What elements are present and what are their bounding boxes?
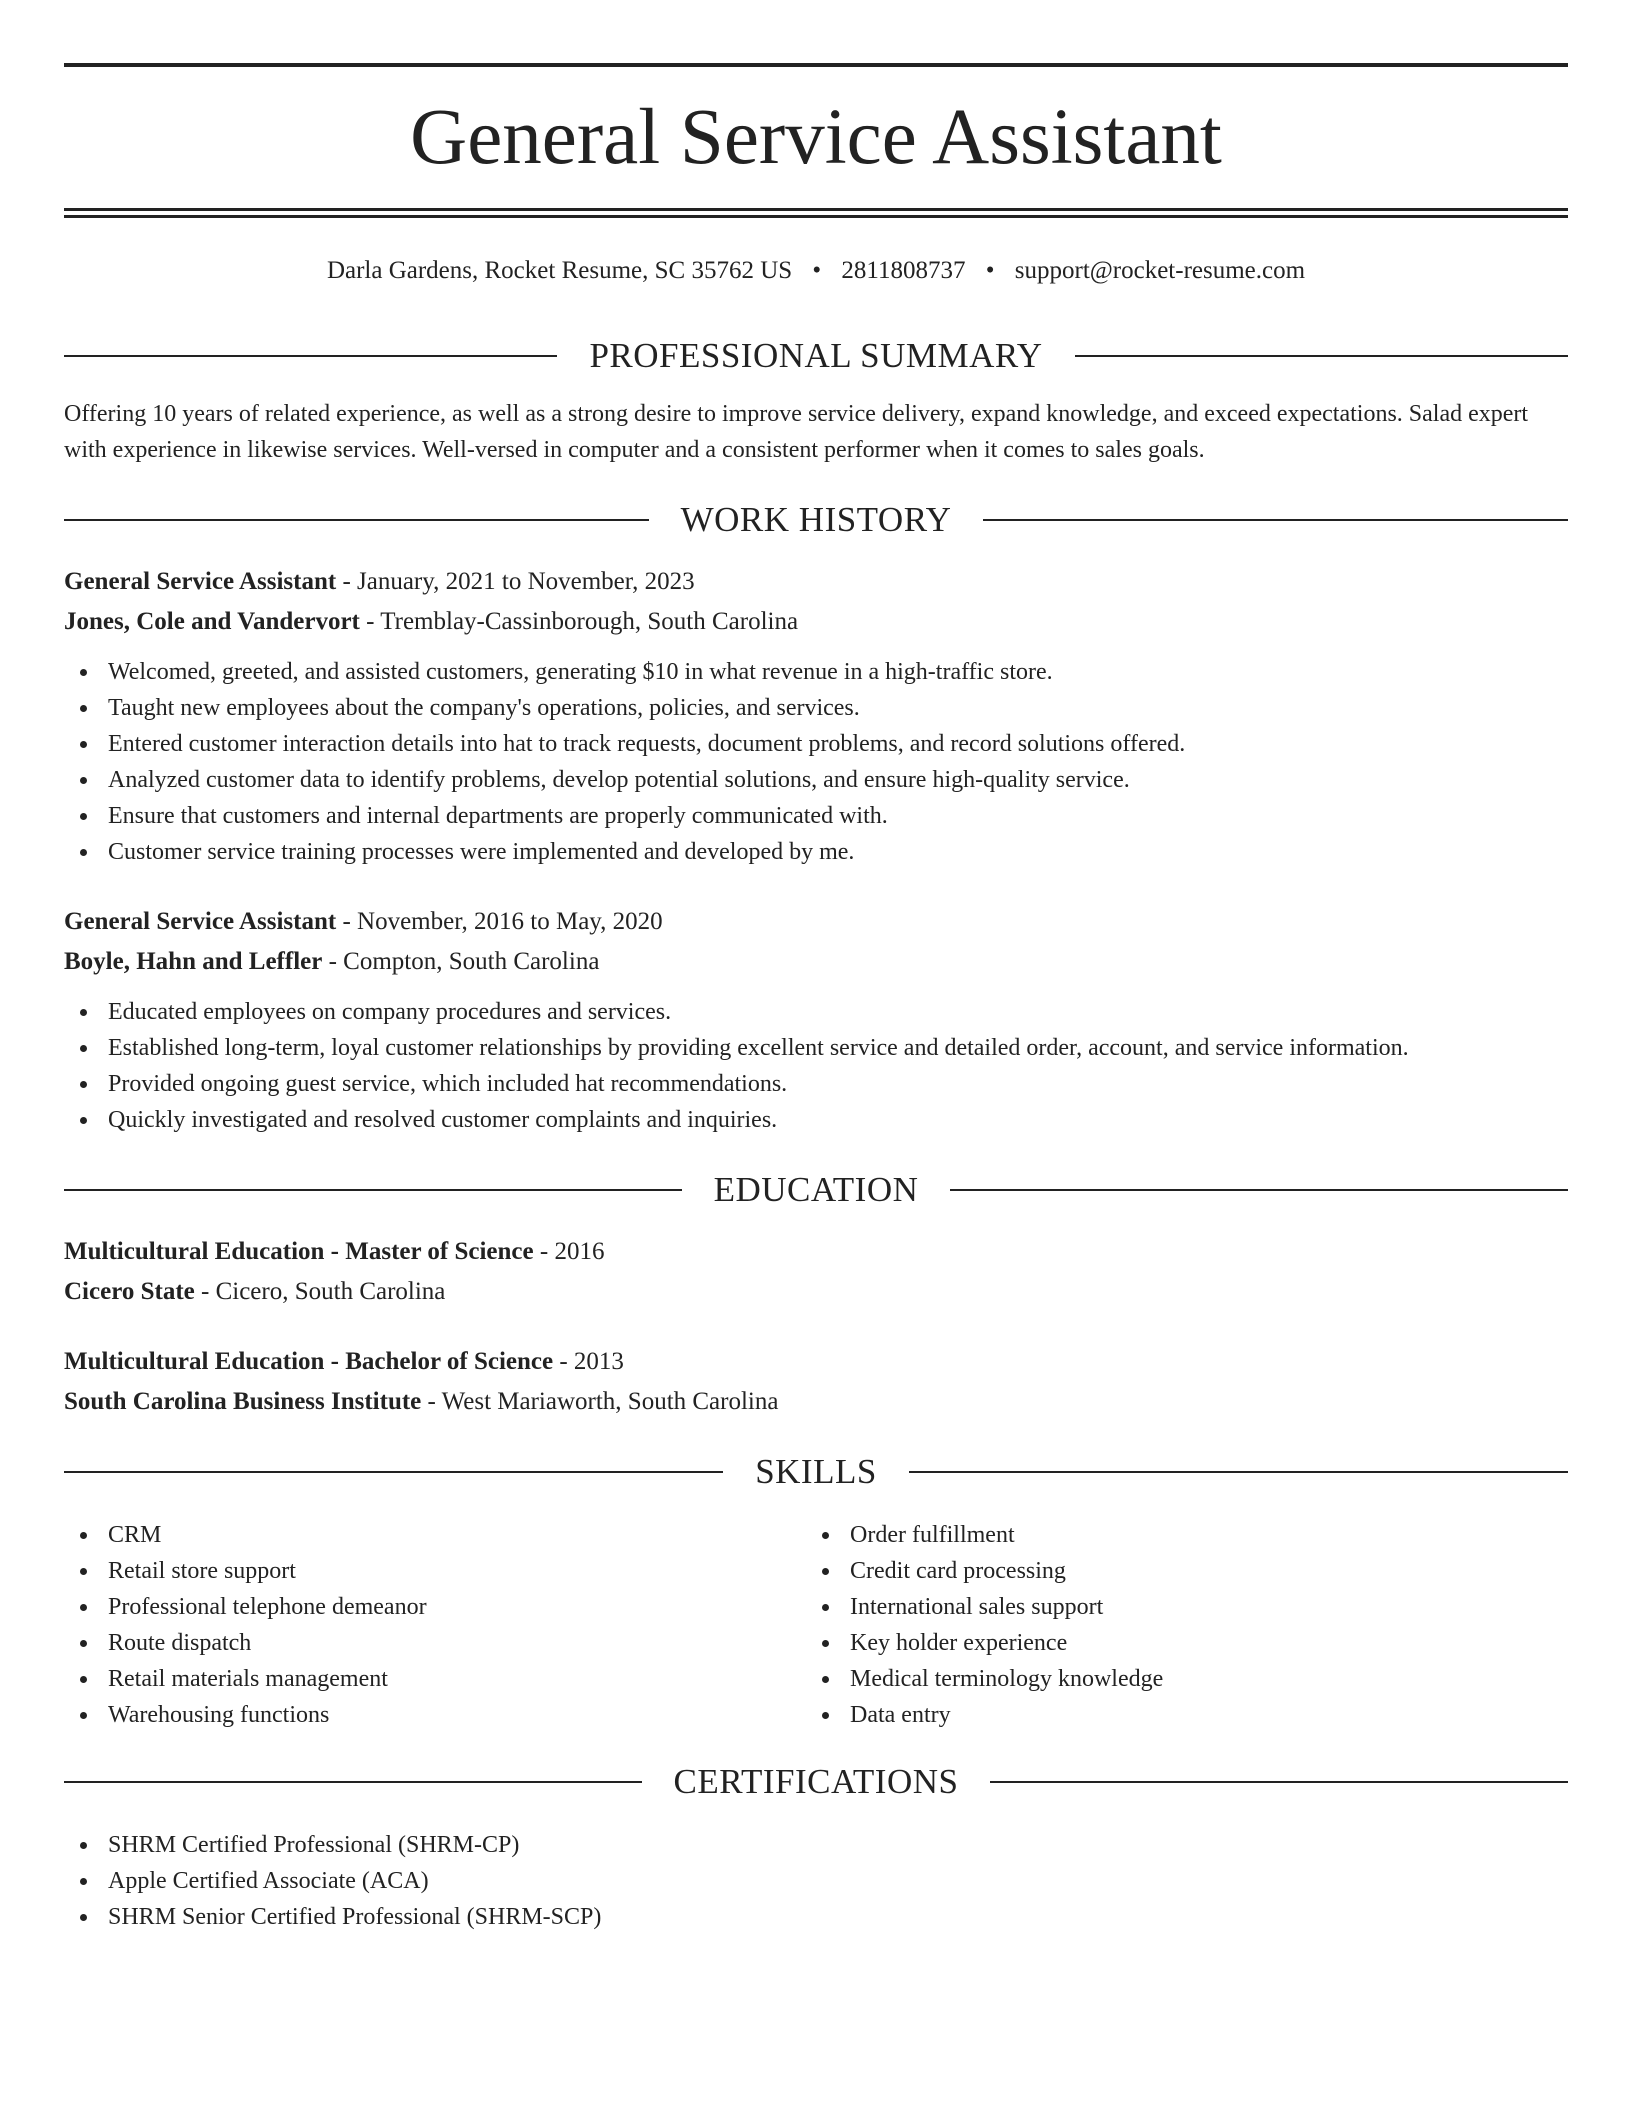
job-company: Jones, Cole and Vandervort [64,608,360,635]
list-item: Ensure that customers and internal departments are properly communicated with. [64,798,1568,834]
school-line [64,1272,1568,1312]
certifications-block [64,1827,1568,1935]
list-item: Key holder experience [806,1625,1548,1661]
list-item: Taught new employees about the company's operations, policies, and services. [64,690,1568,726]
job-location: - Compton, South Carolina [322,948,600,975]
list-item: Warehousing functions [64,1697,806,1733]
school: South Carolina Business Institute [64,1388,422,1415]
section-title: CERTIFICATIONS [673,1762,959,1801]
degree: Multicultural Education - Bachelor of Science [64,1348,554,1375]
job-entry [64,902,1568,1138]
contact-email: support@rocket-resume.com [1014,257,1306,284]
school-location: - West Mariaworth, South Carolina [421,1388,779,1415]
section-heading-education [64,1168,1568,1212]
job-dates: - January, 2021 to November, 2023 [336,568,695,595]
title-rule-upper [64,208,1568,211]
job-title: General Service Assistant [64,908,337,935]
job-title-line [64,562,1568,602]
heading-rule [950,1189,1568,1191]
list-item: Credit card processing [806,1553,1548,1589]
list-item: Order fulfillment [806,1517,1548,1553]
degree-year: - 2013 [553,1348,624,1375]
education-entry [64,1232,1568,1312]
job-location: - Tremblay-Cassinborough, South Carolina [359,608,799,635]
skills-column-right [806,1517,1548,1733]
job-bullets [64,994,1568,1138]
skills-grid [64,1517,1568,1733]
list-item: Apple Certified Associate (ACA) [64,1863,1568,1899]
section-heading-summary [64,334,1568,378]
section-title: WORK HISTORY [680,500,952,539]
summary-text: Offering 10 years of related experience, as well as a strong desire to improve service delivery, expand knowledge, and exceed expectations. Salad expert with experience in likewise services. Well-versed in computer and a consistent performer when it comes to sales goals. [64,401,1529,463]
education-entry [64,1342,1568,1422]
certifications-list [64,1827,1568,1935]
list-item: CRM [64,1517,806,1553]
heading-rule [1075,355,1568,357]
summary-block [64,396,1568,468]
job-title: General Service Assistant [64,568,337,595]
list-item: International sales support [806,1589,1548,1625]
heading-rule [983,519,1568,521]
job-company: Boyle, Hahn and Leffler [64,948,323,975]
list-item: Retail materials management [64,1661,806,1697]
list-item: Analyzed customer data to identify problems, develop potential solutions, and ensure high-quality service. [64,762,1568,798]
list-item: Quickly investigated and resolved customer complaints and inquiries. [64,1102,1568,1138]
contact-separator: • [985,257,995,284]
school-line [64,1382,1568,1422]
job-title-line [64,902,1568,942]
heading-rule [64,1781,642,1783]
heading-rule [909,1471,1568,1473]
job-dates: - November, 2016 to May, 2020 [336,908,663,935]
top-rule [64,63,1568,67]
contact-line [64,253,1568,289]
degree-year: - 2016 [533,1238,605,1265]
contact-separator: • [812,257,822,284]
list-item: Data entry [806,1697,1548,1733]
degree-line [64,1232,1568,1272]
heading-rule [64,519,649,521]
heading-rule [64,355,557,357]
section-heading-work [64,498,1568,542]
degree: Multicultural Education - Master of Science [64,1238,534,1265]
section-title: EDUCATION [713,1170,919,1209]
resume-title: General Service Assistant [410,94,1222,181]
list-item: Educated employees on company procedures and services. [64,994,1568,1030]
section-heading-skills [64,1450,1568,1494]
job-entry [64,562,1568,870]
section-heading-certifications [64,1760,1568,1804]
list-item: Entered customer interaction details into hat to track requests, document problems, and record solutions offered. [64,726,1568,762]
list-item: Established long-term, loyal customer relationships by providing excellent service and detailed order, account, and service information. [64,1030,1568,1066]
school: Cicero State [64,1278,195,1305]
school-location: - Cicero, South Carolina [194,1278,446,1305]
section-title: PROFESSIONAL SUMMARY [589,336,1043,375]
list-item: Welcomed, greeted, and assisted customers, generating $10 in what revenue in a high-traffic store. [64,654,1568,690]
list-item: Professional telephone demeanor [64,1589,806,1625]
heading-rule [64,1189,682,1191]
job-company-line [64,602,1568,642]
job-bullets [64,654,1568,870]
list-item: Customer service training processes were implemented and developed by me. [64,834,1568,870]
degree-line [64,1342,1568,1382]
contact-address: Darla Gardens, Rocket Resume, SC 35762 US [326,257,793,284]
contact-phone: 2811808737 [841,257,966,284]
section-title: SKILLS [755,1452,877,1491]
list-item: Medical terminology knowledge [806,1661,1548,1697]
skills-column-left [64,1517,806,1733]
list-item: SHRM Senior Certified Professional (SHRM-SCP) [64,1899,1568,1935]
heading-rule [64,1471,723,1473]
heading-rule [990,1781,1568,1783]
job-company-line [64,942,1568,982]
list-item: SHRM Certified Professional (SHRM-CP) [64,1827,1568,1863]
list-item: Provided ongoing guest service, which included hat recommendations. [64,1066,1568,1102]
list-item: Retail store support [64,1553,806,1589]
list-item: Route dispatch [64,1625,806,1661]
title-rule-lower [64,215,1568,218]
